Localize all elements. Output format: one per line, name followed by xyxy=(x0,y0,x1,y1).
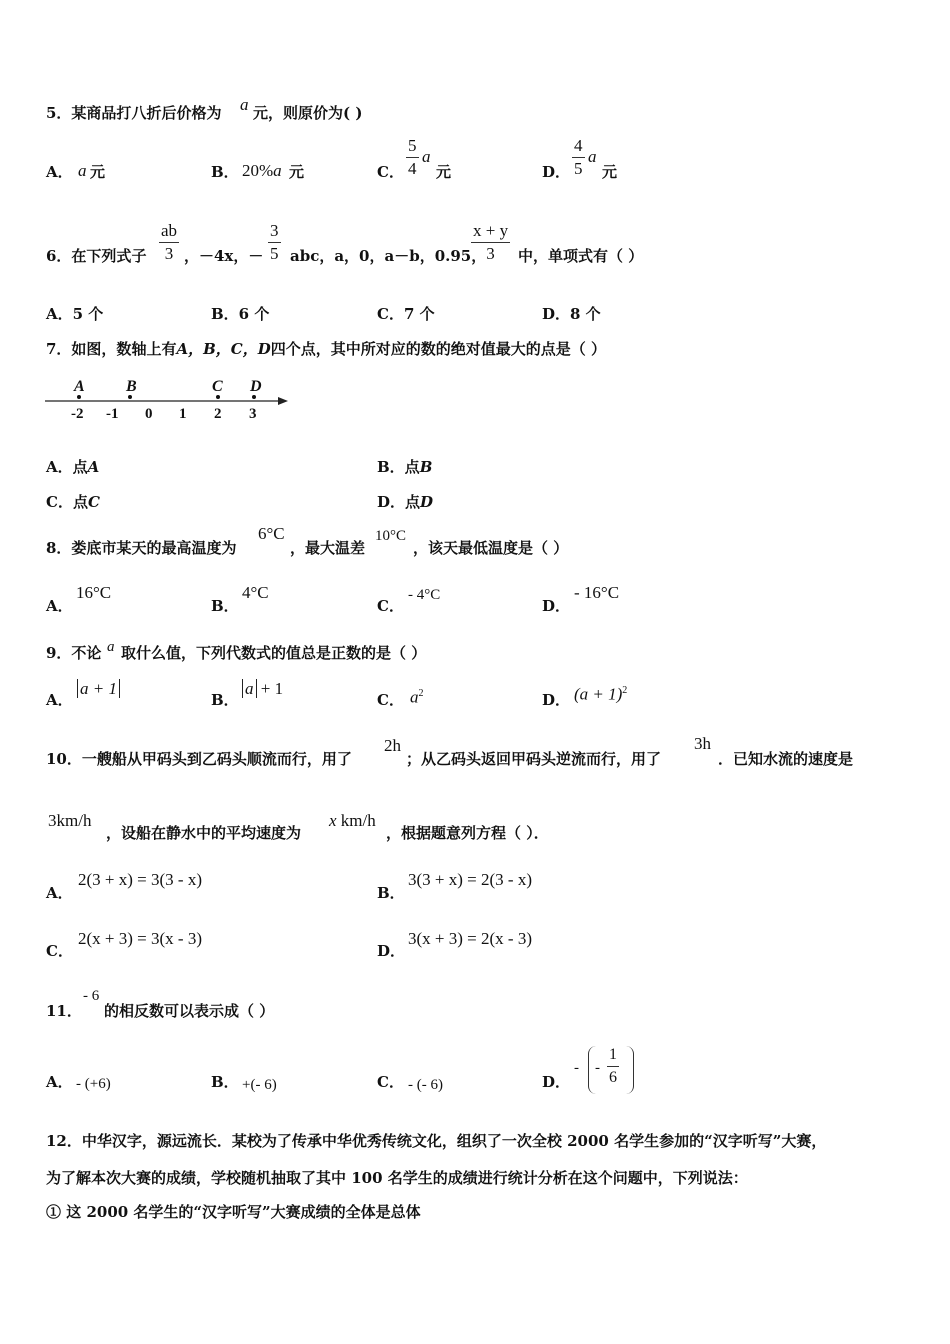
q5-option-d-label: D． xyxy=(542,163,571,181)
q8-stem-mid: ，最大温差 xyxy=(290,539,366,557)
q11-option-c-label: C． xyxy=(377,1073,404,1091)
q7-tick-0: 0 xyxy=(145,406,153,422)
q5-option-d-var: a xyxy=(588,147,597,166)
q11-option-a-label: A． xyxy=(46,1073,73,1091)
q7-dot-d xyxy=(252,395,256,399)
q6-fraction-xy-3: $\frac{x + y}{3}$ xyxy=(473,221,509,263)
q6-option-a: A．5 个 xyxy=(46,305,104,323)
q10-option-c-label: C． xyxy=(46,942,73,960)
q7-option-d: D．点D xyxy=(377,493,434,511)
q6-fraction-ab-3: $\frac{ab}{3}$ xyxy=(161,221,178,263)
q10-stem-line2: ，设船在静水中的平均速度为 xyxy=(106,824,302,842)
q10-option-a: 2(3 + x) = 3(3 - x) xyxy=(78,870,202,889)
q5-option-a-var: a xyxy=(78,161,87,180)
q5-var: a xyxy=(240,95,249,114)
q7-option-c: C．点C xyxy=(46,493,100,511)
q8-option-c-label: C． xyxy=(377,597,404,615)
q10-stem-mid: ；从乙码头返回甲码头逆流而行，用了 xyxy=(406,750,662,768)
q12-line-2: 为了解本次大赛的成绩，学校随机抽取了其中 100 名学生的成绩进行统计分析在这个问题中，下列说法： xyxy=(46,1169,748,1187)
q11-option-d-label: D． xyxy=(542,1073,571,1091)
q10-option-b-label: B． xyxy=(377,884,405,902)
q12-statement-1: ① 这 2000 名学生的“汉字听写”大赛成绩的全体是总体 xyxy=(46,1203,421,1221)
q5-option-b-unit: 元 xyxy=(289,163,305,181)
q11-option-d-fraction: $\frac{1}{6}$ xyxy=(609,1046,617,1086)
q7-axis-point-c: C xyxy=(212,378,223,395)
q7-axis-point-a: A xyxy=(74,378,85,395)
q8-high-temperature: 6°C xyxy=(258,524,285,543)
q6-fraction-3-5: $\frac{3}{5}$ xyxy=(270,221,279,263)
q5-stem: 5．某商品打八折后价格为 xyxy=(46,104,222,122)
q11-option-d-sign: - xyxy=(574,1060,579,1076)
q7-number-line xyxy=(40,372,300,424)
q7-tick-2: 2 xyxy=(214,406,222,422)
q6-terms: abc，a，0，a－b，0.95， xyxy=(290,247,487,265)
q7-tick-neg2: -2 xyxy=(71,406,84,422)
q8-stem: 8．娄底市某天的最高温度为 xyxy=(46,539,237,557)
q8-option-b-label: B． xyxy=(211,597,239,615)
q9-stem-end: 取什么值，下列代数式的值总是正数的是（ ） xyxy=(121,644,427,662)
q5-stem-end: 元，则原价为( ) xyxy=(253,104,363,122)
q9-option-a: a + 1 xyxy=(77,679,120,699)
q8-option-c: - 4°C xyxy=(408,587,441,603)
q10-option-c: 2(x + 3) = 3(x - 3) xyxy=(78,929,202,948)
q9-option-a-label: A． xyxy=(46,691,73,709)
q10-option-d: 3(x + 3) = 2(x - 3) xyxy=(408,929,532,948)
q10-current-speed: 3km/h xyxy=(48,811,92,830)
q5-option-d-fraction: $\frac{4}{5}$ xyxy=(574,136,583,178)
q10-stem-line2-end: ，根据题意列方程（ ）． xyxy=(386,824,549,842)
q11-value: - 6 xyxy=(83,988,100,1004)
q6-separator: ，－4x，－ xyxy=(184,247,264,265)
q7-dot-c xyxy=(216,395,220,399)
q11-option-c: - (- 6) xyxy=(408,1077,443,1093)
q7-axis-point-b: B xyxy=(126,378,137,395)
q9-option-d: $(a + 1)^2$ xyxy=(574,684,628,704)
q6-option-c: C．7 个 xyxy=(377,305,435,323)
q6-option-d: D．8 个 xyxy=(542,305,601,323)
q5-option-b-expr: 20%a xyxy=(242,161,282,180)
q9-option-b: a + 1 xyxy=(242,679,283,699)
q11-option-b-label: B． xyxy=(211,1073,239,1091)
q8-option-d: - 16°C xyxy=(574,583,620,602)
q11-stem: 的相反数可以表示成（ ） xyxy=(104,1002,275,1020)
q10-option-d-label: D． xyxy=(377,942,406,960)
q8-option-d-label: D． xyxy=(542,597,571,615)
q11-option-a: - (+6) xyxy=(76,1076,111,1092)
q7-tick-1: 1 xyxy=(179,406,187,422)
q10-time-downstream: 2h xyxy=(384,736,401,755)
q8-temperature-difference: 10°C xyxy=(375,528,407,544)
q5-option-c-var: a xyxy=(422,147,431,166)
q5-option-b-label: B． xyxy=(211,163,239,181)
q9-option-c: $a^2$ xyxy=(410,687,424,707)
q9-var: a xyxy=(107,639,115,655)
q10-boat-speed: x km/h xyxy=(329,811,376,830)
q8-stem-end: ，该天最低温度是（ ） xyxy=(413,539,569,557)
q7-stem: 7．如图，数轴上有A，B，C，D四个点，其中所对应的数的绝对值最大的点是（ ） xyxy=(46,340,606,358)
q5-option-a-label: A． xyxy=(46,163,73,181)
q8-option-a-label: A． xyxy=(46,597,73,615)
q11-option-b: +(- 6) xyxy=(242,1077,277,1093)
q7-option-b: B．点B xyxy=(377,458,433,476)
q7-tick-3: 3 xyxy=(249,406,257,422)
q7-axis-point-d: D xyxy=(250,378,262,395)
q7-option-a: A．点A xyxy=(46,458,100,476)
q12-line-1: 12．中华汉字，源远流长．某校为了传承中华优秀传统文化，组织了一次全校 2000 名学生参加的“汉字听写”大赛， xyxy=(46,1132,827,1150)
q5-option-c-fraction: $\frac{5}{4}$ xyxy=(408,136,417,178)
q10-stem: 10．一艘船从甲码头到乙码头顺流而行，用了 xyxy=(46,750,352,768)
q5-option-c-label: C． xyxy=(377,163,404,181)
q8-option-a: 16°C xyxy=(76,583,112,602)
q6-stem: 6．在下列式子 xyxy=(46,247,147,265)
q7-dot-a xyxy=(77,395,81,399)
q5-option-a-unit: 元 xyxy=(90,163,106,181)
q5-option-d-unit: 元 xyxy=(602,163,618,181)
q10-option-b: 3(3 + x) = 2(3 - x) xyxy=(408,870,532,889)
q11-option-d-inner-sign: - xyxy=(595,1060,600,1076)
q7-dot-b xyxy=(128,395,132,399)
q9-option-d-label: D． xyxy=(542,691,571,709)
q11-number: 11． xyxy=(46,1002,82,1020)
q10-time-upstream: 3h xyxy=(694,734,711,753)
q6-stem-end: 中，单项式有（ ） xyxy=(518,247,644,265)
q9-option-b-label: B． xyxy=(211,691,239,709)
q6-option-b: B．6 个 xyxy=(211,305,270,323)
q9-option-c-label: C． xyxy=(377,691,404,709)
q7-tick-neg1: -1 xyxy=(106,406,119,422)
q9-stem: 9．不论 xyxy=(46,644,102,662)
q10-stem-end: ．已知水流的速度是 xyxy=(718,750,854,768)
q10-option-a-label: A． xyxy=(46,884,73,902)
q8-option-b: 4°C xyxy=(242,583,269,602)
q5-option-c-unit: 元 xyxy=(436,163,452,181)
